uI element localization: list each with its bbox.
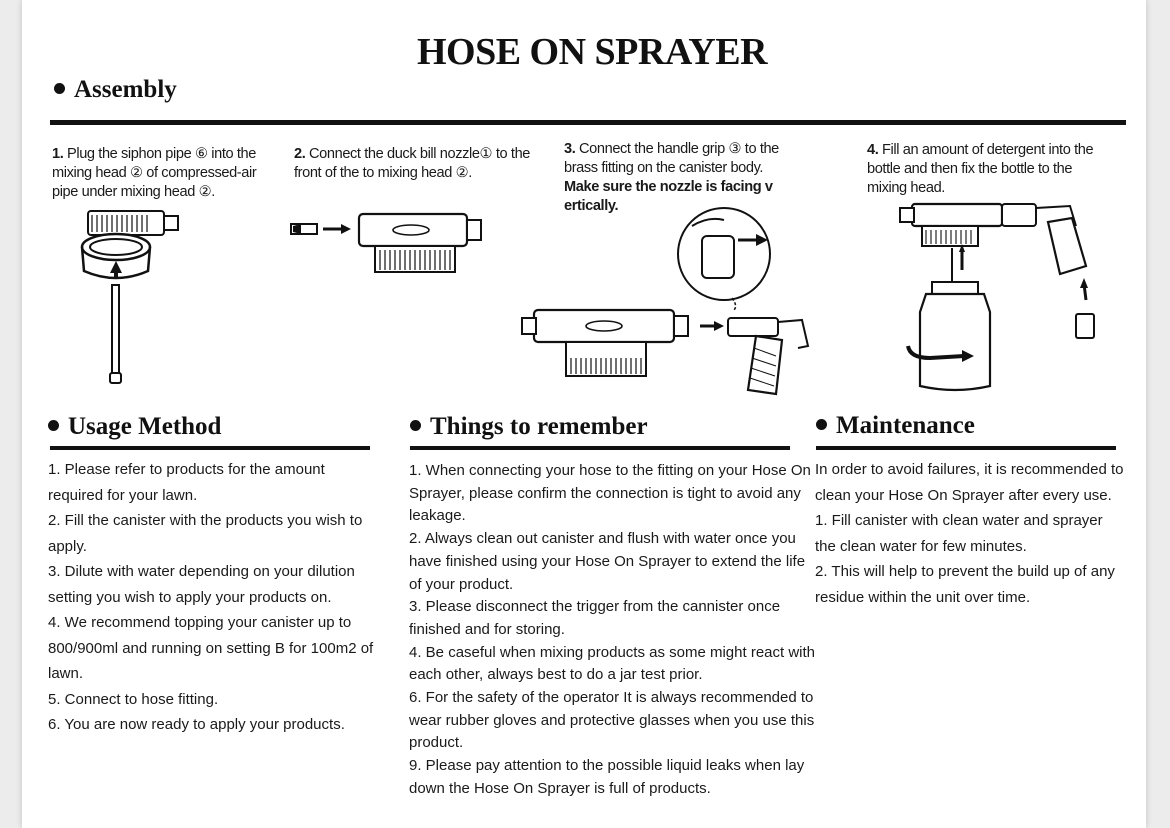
step-text: Connect the handle grip ③ to the brass fitting on the canister body. (564, 141, 779, 176)
list-item: 3. Please disconnect the trigger from the cannister once finished and for storing. (409, 598, 781, 638)
handle-grip-figure (486, 206, 816, 400)
list-item: 4. Be caseful when mixing products as some might react with each other, always best to do a jar test prior. (409, 643, 816, 684)
step-number: 4. (867, 142, 879, 158)
assembly-heading (54, 76, 177, 104)
bullet-icon (410, 420, 421, 431)
list-item: 1. Fill canister with clean water and sprayer the clean water for few minutes. (815, 512, 1103, 555)
usage-list (48, 457, 380, 738)
list-item: 2. This will help to prevent the build up of any residue within the unit over time. (815, 563, 1115, 606)
duck-bill-nozzle-figure (285, 210, 493, 276)
list-item: 2. Fill the canister with the products you wish to apply. (48, 512, 363, 555)
usage-heading (48, 413, 221, 441)
list-item: 5. Connect to hose fitting. (48, 690, 219, 708)
list-item: 9. Please pay attention to the possible liquid leaks when lay down the Hose On Sprayer is full of products. (409, 757, 805, 797)
step-text: Fill an amount of detergent into the bottle and then fix the bottle to the mixing head. (867, 142, 1094, 196)
maintenance-divider (816, 446, 1116, 450)
remember-list (409, 460, 821, 801)
list-item: 4. We recommend topping your canister up to 800/900ml and running on setting B for 100m2 of lawn. (48, 614, 374, 682)
step-number: 3. (564, 141, 576, 157)
step-text: Plug the siphon pipe ⑥ into the mixing head ② of compressed-air pipe under mixing head ②. (52, 146, 257, 200)
remember-heading-text: Things to remember (430, 413, 648, 440)
list-item: 1. When connecting your hose to the fitting on your Hose On Sprayer, please confirm the connection is tight to avoid any leakage. (409, 462, 811, 525)
bullet-icon (816, 419, 827, 430)
step-number: 1. (52, 146, 64, 162)
instruction-sheet (22, 0, 1146, 828)
bullet-icon (48, 420, 59, 431)
assembly-step-1 (52, 145, 274, 202)
step-emphasis: Make sure the nozzle is facing v ertically. (564, 179, 773, 214)
assembly-step-4 (867, 141, 1107, 198)
usage-heading-text: Usage Method (68, 413, 222, 440)
maintenance-body (815, 457, 1127, 610)
remember-heading (410, 413, 648, 441)
list-item: 2. Always clean out canister and flush with water once you have finished using your Hose On Sprayer to extend the life of your product. (409, 530, 806, 593)
bottle-fill-figure (814, 196, 1104, 402)
step-text: Connect the duck bill nozzle① to the front of the to mixing head ②. (294, 146, 530, 181)
list-item: 3. Dilute with water depending on your dilution setting you wish to apply your products on. (48, 563, 355, 606)
assembly-step-2 (294, 145, 530, 183)
usage-divider (50, 446, 370, 450)
remember-divider (410, 446, 790, 450)
maintenance-heading-text: Maintenance (836, 412, 975, 439)
siphon-pipe-figure (42, 205, 184, 387)
maintenance-intro: In order to avoid failures, it is recommended to clean your Hose On Sprayer after every use. (815, 461, 1124, 504)
bullet-icon (54, 83, 65, 94)
assembly-step-3 (564, 140, 798, 216)
step-number: 2. (294, 146, 306, 162)
list-item: 6. For the safety of the operator It is always recommended to wear rubber gloves and protective glasses when you use this product. (409, 689, 815, 752)
list-item: 1. Please refer to products for the amount required for your lawn. (48, 461, 325, 504)
assembly-heading-text: Assembly (74, 76, 177, 103)
assembly-divider (50, 120, 1126, 125)
maintenance-heading (816, 412, 975, 440)
list-item: 6. You are now ready to apply your products. (48, 716, 345, 733)
document-title: HOSE ON SPRAYER (416, 31, 768, 73)
